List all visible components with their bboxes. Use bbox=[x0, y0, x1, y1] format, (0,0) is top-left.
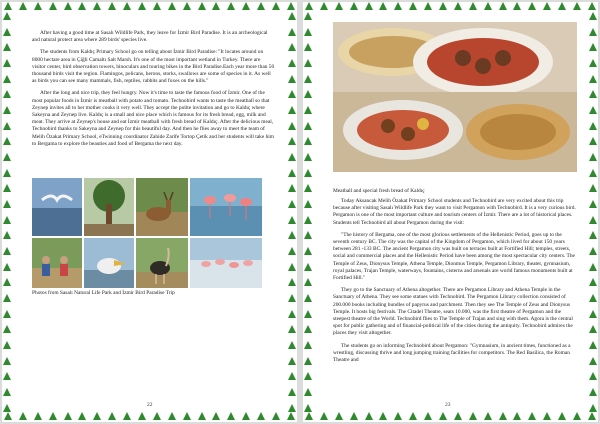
paragraph: "The history of Bergama, one of the most glorious settlements of the Hellenistic Period, goes up to the seventh century BC. The city was the capital of the Kingdom of Pergamon, which lived for about 150 years between 281 -133 BC. The ancient Pergamon city was built on terraces built at Fortified Hill; temples, streets, social and commercial places and the Hellenistic Period have been among the most spectacular city centers. The Temple of Zeus, Dionysus Temple, Athena Temple, Dionmus Temple, Pergamon Library, theater, gymnasium, royal palaces, Trajan Temple, waterways, fountains, cisterns and arsenals are world famous monuments built at Fortified Hill." bbox=[333, 231, 575, 282]
tree-border-top bbox=[2, 2, 297, 12]
left-page bbox=[2, 2, 297, 422]
tree-border-bottom bbox=[2, 412, 297, 422]
page-number: 22 bbox=[147, 402, 153, 408]
paragraph: They go to the Sanctuary of Athena altogether. There are Pergamon Library and Athena Temple in the Sanctuary of Athena. They see some statues with Technobird. The Pergamon Library collection consisted of 200.000 books including bundles of papyrus and parchment. Then they see The Temple of Zeus and Dionysus Temple. It hosts big festivals. The Citadel Theatre, seats 10.000, was the first theatre of Pergamon and the steepest theatre of the World. Technobird flies to The Temple of Trajan and sing with them. Agora is the central spot for public gathering and of financial-political life of the cities during the antiquity. Technobird admires the places they visit altogether. bbox=[333, 287, 573, 337]
tree-border-top bbox=[303, 2, 598, 12]
tree-border-bottom bbox=[303, 412, 598, 422]
seagull-photo bbox=[32, 178, 82, 236]
paragraph: After the long and nice trip, they feel hungry. Now it's time to taste the famous food of İzmir. One of the most popular foods in İzmir is meatball with potato and tomato. Technobird wants to taste the meatball so that Zeynep invites all to her mother cooks it very well. They accept the polite invitation and go to Kaldıç where Sakeyna and Zeynep live. Kaldıç is a small and nice place which is famous for its fresh bread, egg, milk and meat. They arrive at Zeynep's house and eat İzmir meatball with fresh bread of Kaldıç. After the delicious meal, Technobird thanks to Sakeyna and Zeynep for this beautiful day. And then he flies away to meet the team of Melih Özakat Primary School, eTwinning coordinator Zahide Zarife Tortop Çetik and her students will take him to Bergama to explore the beauties and food of Bergama the next day. bbox=[32, 90, 274, 147]
paragraph: After having a good time at Sasalı Wildlife Park, they leave for İzmir Bird Paradise. It is an archeological and natural protect area where 289 birds' species live. bbox=[32, 30, 268, 44]
page-number: 23 bbox=[445, 402, 451, 408]
right-page bbox=[303, 2, 598, 422]
tree-border-left bbox=[2, 12, 12, 412]
right-body-text bbox=[333, 198, 576, 369]
paragraph: The students from Kaldıç Primary School go on telling about İzmir Bird Paradise: "It locates around on 8000 hectare area in Çiğli Camaltı Salt Marsh. It's one of the most important wetland in Turkey. There are visitor center, bird observation towers, binoculars and touring bikes in the Bird Paradise.Each year more than 50 thousand birds visit the region. Flamingos, pelicans, herons, storks, swallows are some of species in it. As well as birds you can see many mammals, fish, reptiles, rabbits and foxes on the hills." bbox=[32, 49, 275, 85]
ostrich-photo bbox=[136, 238, 188, 288]
flamingos-wading-photo bbox=[190, 238, 262, 288]
meatball-bread-photo bbox=[333, 22, 577, 172]
paragraph: The students go on informing Technobird about Pergamon: "Gymnasium, in ancient times, functioned as a wrestling, discussing thrive and long jumping training facilities for competitors. The Red Basilica, the Roman Theatre and bbox=[333, 342, 571, 364]
photo-caption: Photos from Sasalı Natural Life Park and İzmir Bird Paradise Trip bbox=[32, 290, 175, 296]
tree-border-left bbox=[303, 12, 313, 412]
pelican-photo bbox=[84, 238, 134, 288]
left-body-text bbox=[32, 30, 275, 153]
paragraph: Today Aksancak Melih Özakat Primary School students and Technobird are very excited about this trip because after visiting Sasalı Wildlife Park they want to visit Pergamon with Technobird. It is a very curious bird. Pergamon is one of the most important culture and tourism centers of İzmir. There are a lot of historical places. Students tell Technobird all about Pergamon during the visit: bbox=[333, 198, 576, 226]
tree-border-right bbox=[588, 12, 598, 412]
deer-photo bbox=[136, 178, 188, 236]
photo-collage bbox=[32, 178, 262, 288]
food-caption: Meatball and special fresh bread of Kaldıç bbox=[333, 188, 425, 194]
tree-photo bbox=[84, 178, 134, 236]
students-photo bbox=[32, 238, 82, 288]
flamingo-photo bbox=[190, 178, 262, 236]
tree-border-right bbox=[287, 12, 297, 412]
